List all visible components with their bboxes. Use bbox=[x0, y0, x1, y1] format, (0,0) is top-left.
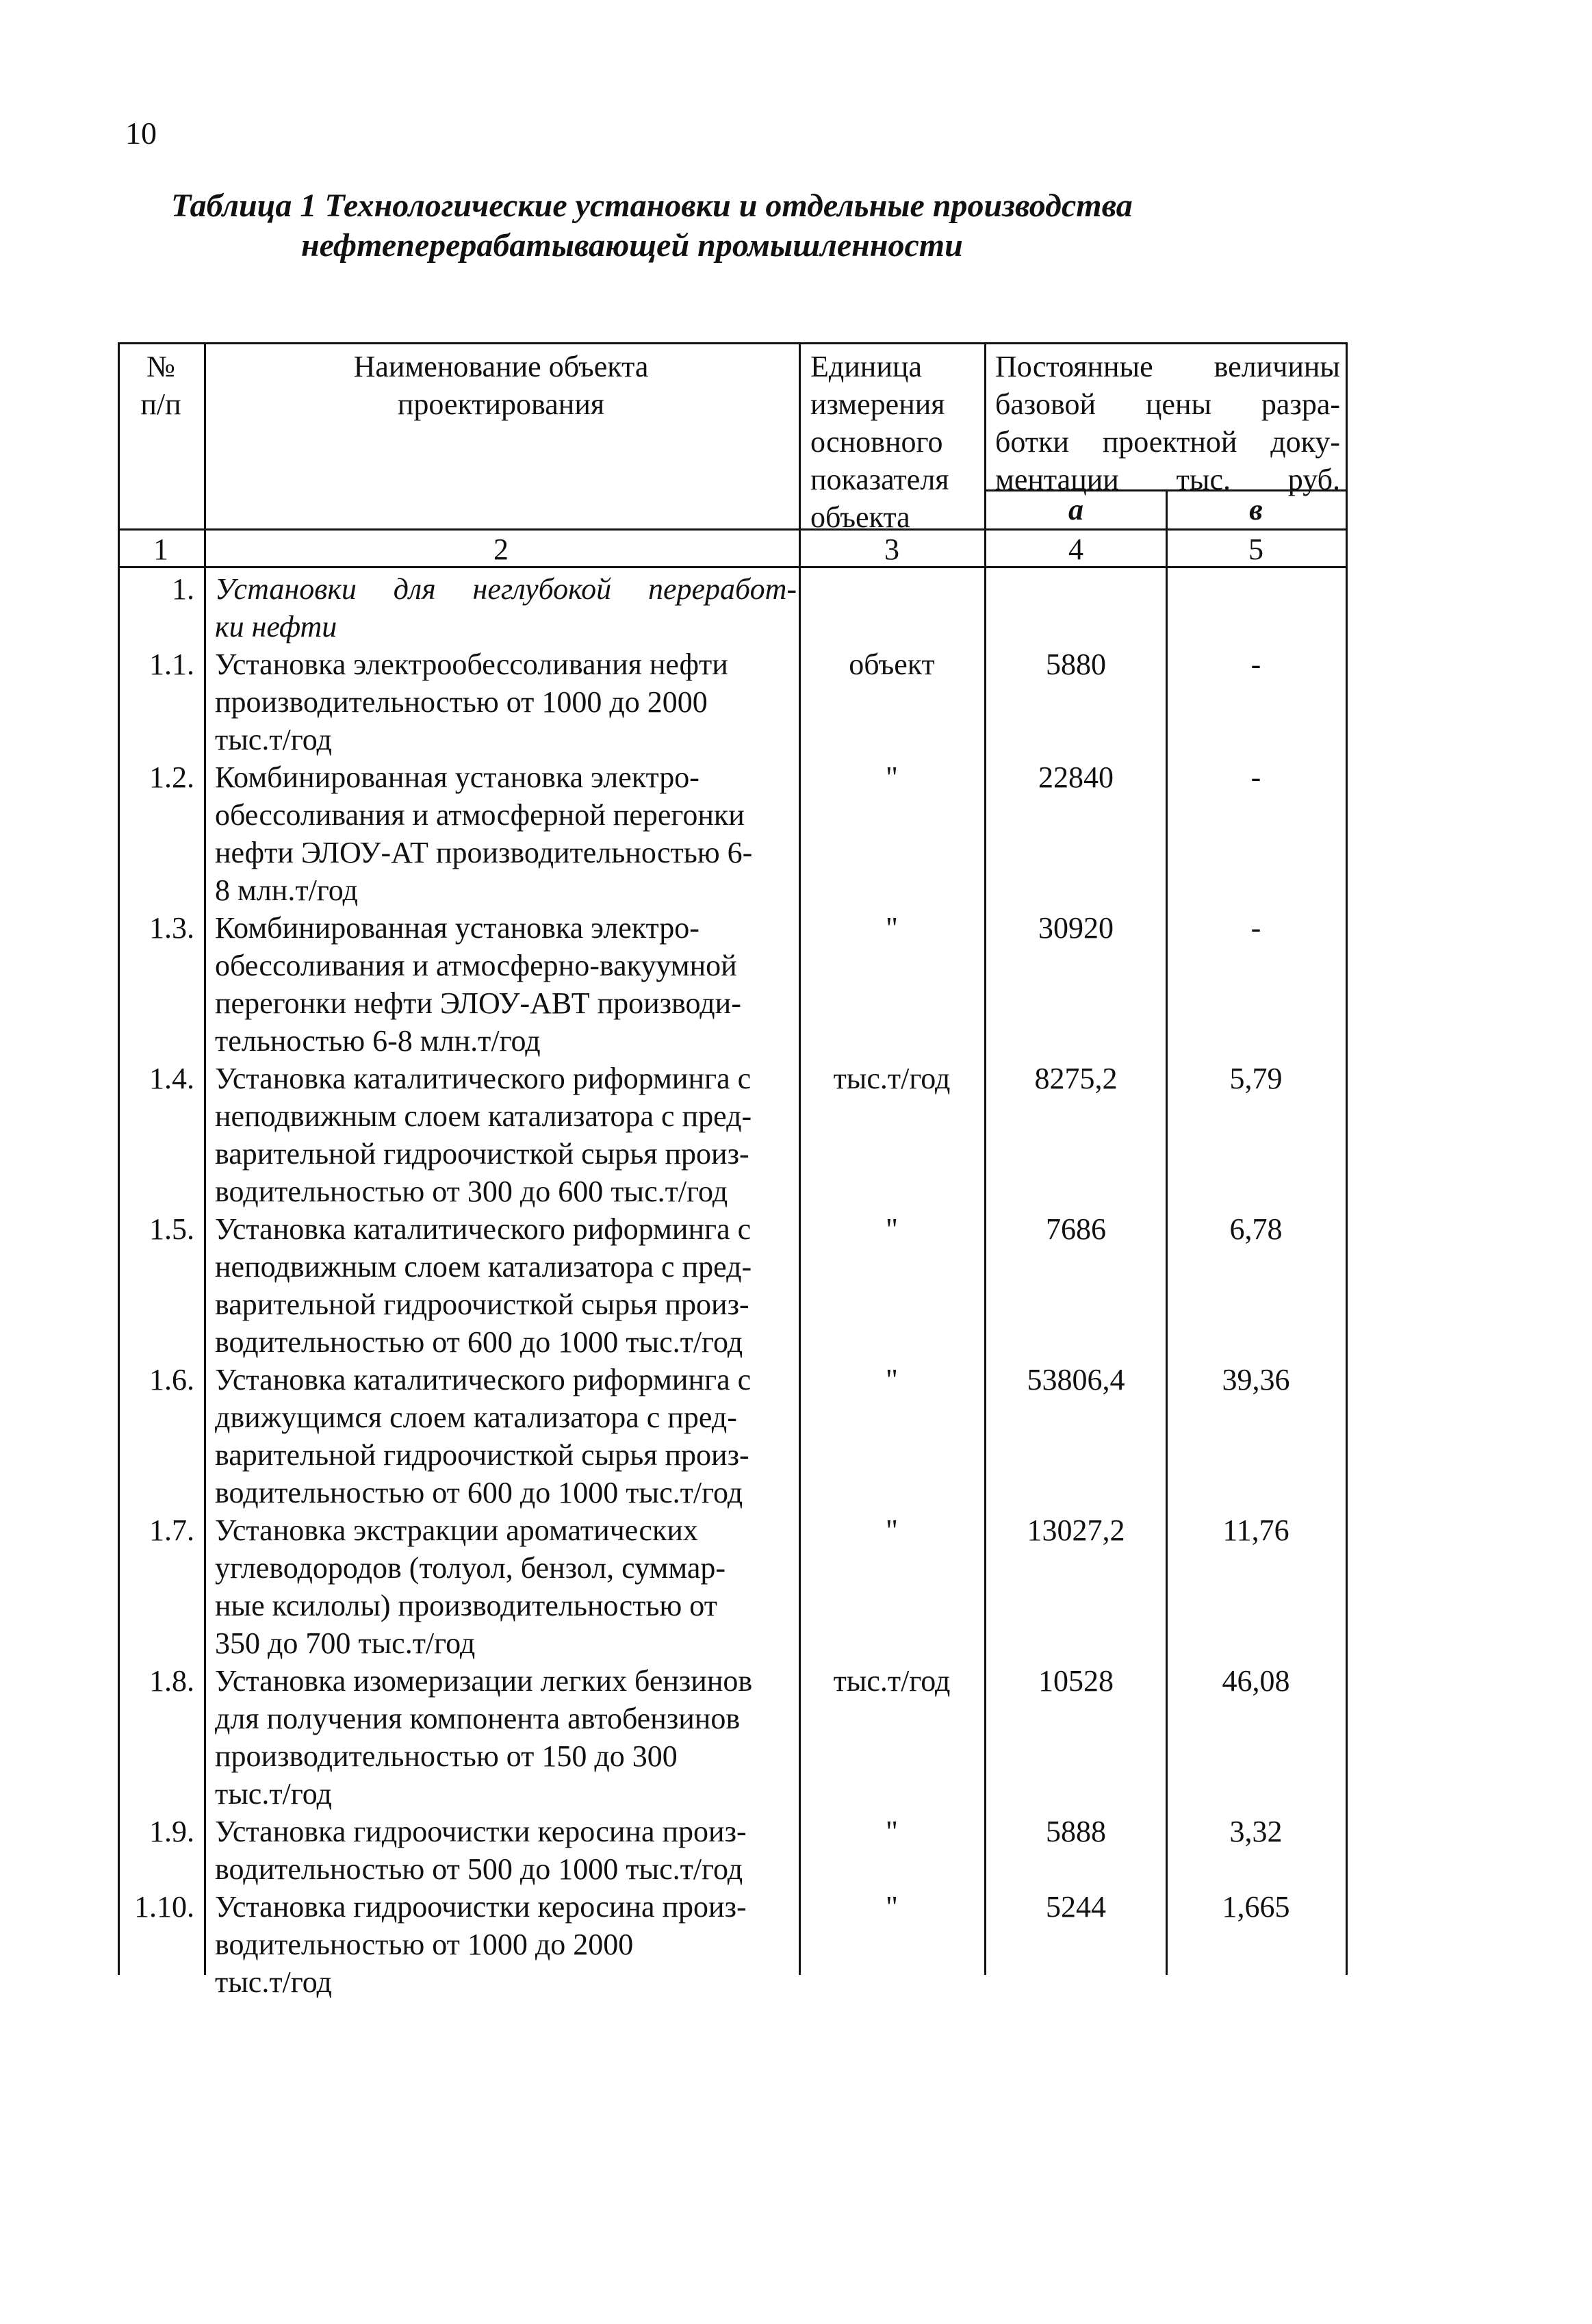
header-unit-line: объекта bbox=[810, 500, 910, 534]
header-name bbox=[207, 348, 795, 423]
table-border-right bbox=[1346, 342, 1348, 1975]
row-unit: тыс.т/год bbox=[833, 1062, 951, 1095]
header-constants bbox=[990, 348, 1346, 498]
header-constants-line: ментации тыс. руб. bbox=[995, 463, 1340, 496]
header-constants-line: ботки проектной доку- bbox=[995, 425, 1340, 459]
row-number: 1.7. bbox=[149, 1514, 194, 1547]
row-name-line: нефти ЭЛОУ-АТ производительностью 6- bbox=[215, 836, 753, 869]
row-name-line: водительностью от 600 до 1000 тыс.т/год bbox=[215, 1325, 743, 1359]
row-name-line: обессоливания и атмосферно-вакуумной bbox=[215, 949, 737, 982]
row-name bbox=[215, 1060, 797, 1210]
table-title-line-2: нефтеперерабатывающей промышленности bbox=[301, 227, 963, 264]
row-name-line: 350 до 700 тыс.т/год bbox=[215, 1626, 476, 1660]
row-name-line: Установка гидроочистки керосина произ- bbox=[215, 1815, 747, 1848]
row-name bbox=[215, 1511, 797, 1662]
price-table bbox=[118, 342, 1348, 1999]
row-number: 1.10. bbox=[134, 1890, 194, 1924]
row-name-line: Установка экстракции ароматических bbox=[215, 1514, 698, 1547]
row-number: 1.9. bbox=[149, 1815, 194, 1848]
row-name-line: ки нефти bbox=[215, 610, 337, 643]
row-name-line: водительностью от 600 до 1000 тыс.т/год bbox=[215, 1476, 743, 1509]
row-name-line: тыс.т/год bbox=[215, 1965, 332, 1999]
row-name bbox=[215, 909, 797, 1060]
table-title bbox=[171, 186, 1472, 266]
header-constants-line: Постоянные величины bbox=[995, 350, 1340, 383]
header-unit-line: показателя bbox=[810, 463, 949, 496]
table-divider-col2 bbox=[799, 342, 801, 1975]
column-number-4: 4 bbox=[1068, 533, 1083, 566]
row-unit: " bbox=[886, 911, 898, 945]
row-name-line: Комбинированная установка электро- bbox=[215, 761, 699, 794]
row-number: 1.4. bbox=[149, 1062, 194, 1095]
row-name-line: для получения компонента автобензинов bbox=[215, 1702, 741, 1735]
row-name-line: варительной гидроочисткой сырья произ- bbox=[215, 1288, 749, 1321]
row-value-b: 5,79 bbox=[1229, 1062, 1283, 1095]
row-name-line: водительностью от 300 до 600 тыс.т/год bbox=[215, 1175, 728, 1208]
row-number: 1.8. bbox=[149, 1664, 194, 1698]
row-value-a: 30920 bbox=[1038, 911, 1114, 945]
column-number-2: 2 bbox=[493, 533, 509, 566]
column-number-5: 5 bbox=[1248, 533, 1263, 566]
row-unit: " bbox=[886, 761, 898, 794]
row-value-b: - bbox=[1250, 761, 1261, 794]
row-name-line: тельностью 6-8 млн.т/год bbox=[215, 1024, 541, 1058]
row-unit: " bbox=[886, 1890, 898, 1924]
row-name bbox=[215, 1813, 797, 1888]
row-unit: " bbox=[886, 1815, 898, 1848]
header-name-line: Наименование объекта bbox=[353, 350, 649, 383]
table-border-top bbox=[118, 342, 1348, 344]
row-name-line: варительной гидроочисткой сырья произ- bbox=[215, 1438, 749, 1472]
row-name-line: тыс.т/год bbox=[215, 1777, 332, 1811]
row-value-b: 39,36 bbox=[1222, 1363, 1290, 1396]
row-name-line: Установка гидроочистки керосина произ- bbox=[215, 1890, 747, 1924]
header-name-line: проектирования bbox=[397, 387, 605, 421]
row-name-line: Установка изомеризации легких бензинов bbox=[215, 1664, 753, 1698]
row-value-a: 5888 bbox=[1046, 1815, 1106, 1848]
table-divider-col1 bbox=[204, 342, 206, 1975]
row-name-line: варительной гидроочисткой сырья произ- bbox=[215, 1137, 749, 1171]
header-unit bbox=[802, 348, 987, 536]
row-value-a: 53806,4 bbox=[1027, 1363, 1125, 1396]
header-unit-line: Единица bbox=[810, 350, 922, 383]
row-name-line: Установка каталитического риформинга с bbox=[215, 1062, 752, 1095]
header-unit-line: основного bbox=[810, 425, 943, 459]
row-name-line: тыс.т/год bbox=[215, 723, 332, 756]
header-num-line: п/п bbox=[140, 387, 181, 421]
row-name-line: обессоливания и атмосферной перегонки bbox=[215, 798, 745, 832]
header-sub-b: в bbox=[1249, 493, 1263, 526]
row-number: 1.6. bbox=[149, 1363, 194, 1396]
row-unit: " bbox=[886, 1514, 898, 1547]
row-name bbox=[215, 1210, 797, 1361]
row-value-b: - bbox=[1250, 911, 1261, 945]
row-number: 1.5. bbox=[149, 1212, 194, 1246]
row-value-b: - bbox=[1250, 648, 1261, 681]
row-name bbox=[215, 646, 797, 758]
table-title-line-1: Таблица 1 Технологические установки и отдельные производства bbox=[171, 188, 1133, 224]
header-num-line: № bbox=[146, 350, 175, 383]
row-value-b: 3,32 bbox=[1229, 1815, 1283, 1848]
row-number: 1.3. bbox=[149, 911, 194, 945]
row-name-line: углеводородов (толуол, бензол, суммар- bbox=[215, 1551, 726, 1585]
row-name-line: Установки для неглубокой переработ- bbox=[215, 572, 797, 606]
row-name-line: производительностью от 1000 до 2000 bbox=[215, 685, 708, 719]
row-number: 1. bbox=[172, 572, 194, 606]
page-number: 10 bbox=[125, 116, 157, 151]
column-number-1: 1 bbox=[153, 533, 168, 566]
row-name-line: водительностью от 1000 до 2000 bbox=[215, 1928, 634, 1961]
row-value-a: 8275,2 bbox=[1034, 1062, 1118, 1095]
row-unit: " bbox=[886, 1212, 898, 1246]
row-name bbox=[215, 1361, 797, 1511]
table-divider-col3 bbox=[984, 342, 986, 1975]
row-number: 1.2. bbox=[149, 761, 194, 794]
row-name-line: ные ксилолы) производительностью от bbox=[215, 1589, 717, 1622]
row-name-line: движущимся слоем катализатора с пред- bbox=[215, 1401, 737, 1434]
row-name bbox=[215, 1888, 797, 2001]
header-num bbox=[118, 348, 204, 423]
row-value-a: 10528 bbox=[1038, 1664, 1114, 1698]
row-name bbox=[215, 570, 797, 646]
row-name-line: Установка электрообессоливания нефти bbox=[215, 648, 728, 681]
row-value-a: 13027,2 bbox=[1027, 1514, 1125, 1547]
row-value-b: 46,08 bbox=[1222, 1664, 1290, 1698]
row-number: 1.1. bbox=[149, 648, 194, 681]
row-name bbox=[215, 1662, 797, 1813]
header-constants-line: базовой цены разра- bbox=[995, 387, 1340, 421]
row-unit: тыс.т/год bbox=[833, 1664, 951, 1698]
row-name-line: неподвижным слоем катализатора с пред- bbox=[215, 1099, 752, 1133]
row-name-line: перегонки нефти ЭЛОУ-АВТ производи- bbox=[215, 986, 741, 1020]
row-unit: " bbox=[886, 1363, 898, 1396]
row-unit: объект bbox=[849, 648, 935, 681]
row-name-line: Установка каталитического риформинга с bbox=[215, 1363, 752, 1396]
row-value-a: 7686 bbox=[1046, 1212, 1106, 1246]
row-name-line: производительностью от 150 до 300 bbox=[215, 1739, 678, 1773]
row-value-a: 5880 bbox=[1046, 648, 1106, 681]
row-name-line: неподвижным слоем катализатора с пред- bbox=[215, 1250, 752, 1284]
row-name-line: 8 млн.т/год bbox=[215, 873, 358, 907]
row-name-line: Комбинированная установка электро- bbox=[215, 911, 699, 945]
row-value-a: 5244 bbox=[1046, 1890, 1106, 1924]
row-name-line: Установка каталитического риформинга с bbox=[215, 1212, 752, 1246]
row-value-b: 1,665 bbox=[1222, 1890, 1290, 1924]
row-name-line: водительностью от 500 до 1000 тыс.т/год bbox=[215, 1852, 743, 1886]
row-value-b: 6,78 bbox=[1229, 1212, 1283, 1246]
header-unit-line: измерения bbox=[810, 387, 945, 421]
row-value-b: 11,76 bbox=[1222, 1514, 1289, 1547]
row-value-a: 22840 bbox=[1038, 761, 1114, 794]
header-sub-a: а bbox=[1068, 493, 1083, 526]
row-name bbox=[215, 758, 797, 909]
column-number-3: 3 bbox=[884, 533, 899, 566]
